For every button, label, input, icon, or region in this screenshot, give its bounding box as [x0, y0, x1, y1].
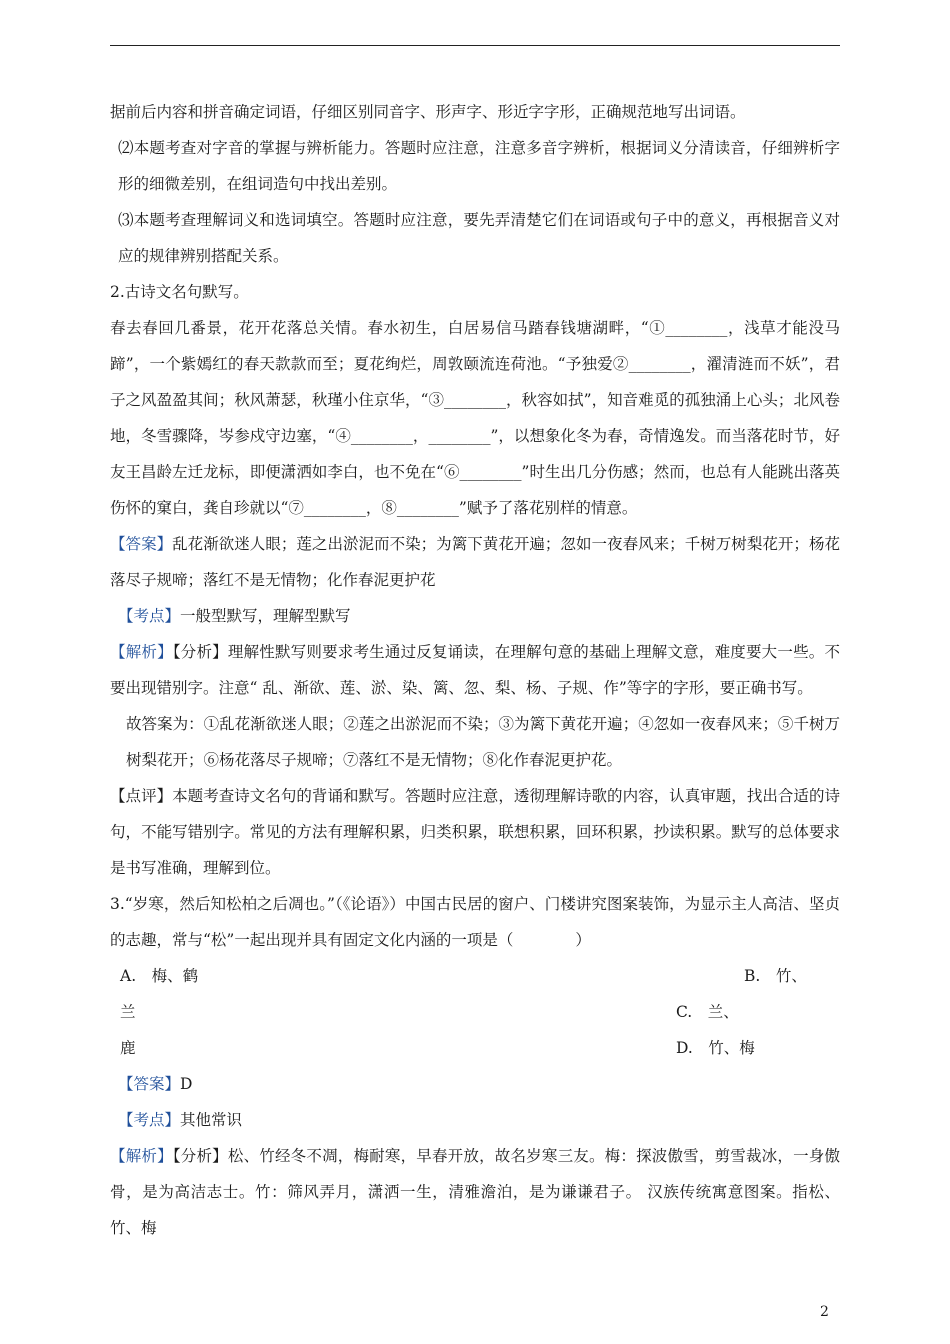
option-a: A. 梅、鹤 — [120, 967, 199, 985]
point-text: 其他常识 — [180, 1111, 243, 1129]
answer-text: D — [180, 1075, 193, 1093]
document-body — [110, 94, 840, 1246]
option-b-continued: 兰 — [120, 1003, 136, 1021]
analysis-tag: 【解析】 — [110, 643, 173, 661]
point-tag: 【考点】 — [118, 1111, 181, 1129]
answer-paragraph — [110, 1066, 840, 1102]
question-2-text: 春去春回几番景，花开花落总关情。春水初生，白居易信马踏春钱塘湖畔，“①________，浅草才能没马蹄”，一个紫嫣红的春天款款而至；夏花绚烂，周敦颐流连荷池。“予独爱②________，濯清涟而不妖”，君子之风盈盈其间；秋风萧瑟，秋瑾小住京华，“③________，秋容如拭”，知音难觅的孤独涌上心头；北风卷地，冬雪骤降，岑参戍守边塞，“④________，________”，以想象化冬为春，奇情逸发。而当落花时节，好友王昌龄左迁龙标，即便潇洒如李白，也不免在“⑥________”时生出几分伤感；然而，也总有人能跳出落英伤怀的窠白，龚自珍就以“⑦________，⑧________”赋予了落花别样的情意。 — [110, 319, 840, 517]
comment-text: 本题考查诗文名句的背诵和默写。答题时应注意，透彻理解诗歌的内容，认真审题，找出合适的诗句，不能写错别字。常见的方法有理解积累，归类积累，联想积累，回环积累，抄读积累。默写的总体要求是书写准确，理解到位。 — [110, 787, 840, 877]
answer-paragraph — [110, 526, 840, 598]
analysis-paragraph — [110, 1138, 840, 1246]
point-paragraph — [110, 1102, 840, 1138]
paragraph: ⑶本题考查理解词义和选词填空。答题时应注意，要先弄清楚它们在词语或句子中的意义，再根据音义对应的规律辨别搭配关系。 — [118, 211, 840, 265]
analysis-answer: 故答案为：①乱花渐欲迷人眼；②莲之出淤泥而不染；③为篱下黄花开遍；④忽如一夜春风来；⑤千树万树梨花开；⑥杨花落尽子规啼；⑦落红不是无情物；⑧化作春泥更护花。 — [126, 715, 840, 769]
analysis-paragraph — [110, 634, 840, 706]
analysis-tag: 【解析】 — [110, 1147, 173, 1165]
option-c-continued: 鹿 — [120, 1039, 136, 1057]
point-text: 一般型默写，理解型默写 — [180, 607, 351, 625]
answer-tag: 【答案】 — [110, 535, 173, 553]
answer-text: 乱花渐欲迷人眼；莲之出淤泥而不染；为篱下黄花开遍；忽如一夜春风来；千树万树梨花开；杨花落尽子规啼；落红不是无情物；化作春泥更护花 — [110, 535, 840, 589]
comment-tag: 【点评】 — [110, 787, 173, 805]
point-tag: 【考点】 — [118, 607, 181, 625]
page-number: 2 — [820, 1304, 829, 1320]
paragraph: ⑵本题考查对字音的掌握与辨析能力。答题时应注意，注意多音字辨析，根据词义分清读音，仔细辨析字形的细微差别，在组词造句中找出差别。 — [118, 139, 840, 193]
option-b: B. 竹、 — [744, 967, 807, 985]
header-rule — [110, 45, 840, 46]
paragraph: 据前后内容和拼音确定词语，仔细区别同音字、形声字、形近字字形，正确规范地写出词语。 — [110, 103, 746, 121]
question-3-stem: 3.“岁寒，然后知松柏之后凋也。”（《论语》）中国古民居的窗户、门楼讲究图案装饰，为显示主人高洁、坚贞的志趣，常与“松”一起出现并具有固定文化内涵的一项是（ ） — [110, 895, 840, 949]
analysis-text: 【分析】松、竹经冬不凋，梅耐寒，早春开放，故名岁寒三友。梅：探波傲雪，剪雪裁冰，一身傲骨，是为高洁志士。竹：筛风弄月，潇洒一生，清雅澹泊，是为谦谦君子。 汉族传统寓意图案。指松、竹、梅 — [110, 1147, 840, 1237]
analysis-text: 【分析】理解性默写则要求考生通过反复诵读，在理解句意的基础上理解文意，难度要大一些。不要出现错别字。注意“ 乱、渐欲、莲、淤、染、篱、忽、梨、杨、子规、作”等字的字形，要正确书写。 — [110, 643, 840, 697]
options-block — [110, 958, 840, 1066]
option-c: C. 兰、 — [676, 1003, 739, 1021]
point-paragraph — [110, 598, 840, 634]
answer-tag: 【答案】 — [118, 1075, 181, 1093]
question-2-title: 2.古诗文名句默写。 — [110, 283, 249, 301]
option-d: D. 竹、梅 — [676, 1039, 755, 1057]
comment-paragraph — [110, 778, 840, 886]
